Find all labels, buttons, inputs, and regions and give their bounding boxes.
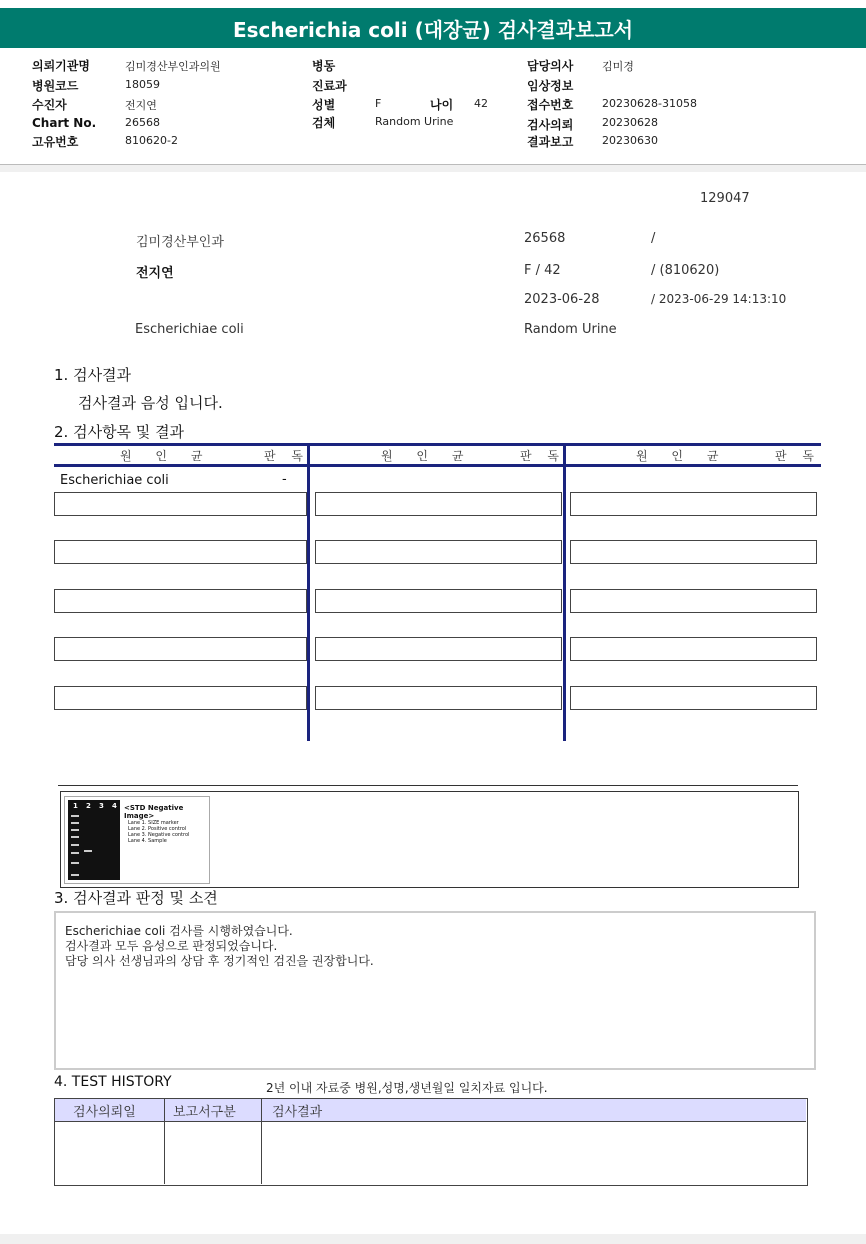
gel-band [71,822,79,824]
sex-value: F [375,97,382,110]
col3-header: 원 인 균 [636,449,729,463]
result-cell [315,540,562,564]
ward-label: 병동 [312,59,336,73]
chart-value: 26568 [125,116,160,129]
gel-band [71,844,79,846]
comment-box [54,911,816,1070]
gel-band [71,815,79,817]
history-col-date: 검사의뢰일 [73,1105,136,1120]
chart-label: Chart No. [32,116,97,130]
table-header-border [54,464,821,467]
gel-lane-4: 4 [112,802,117,810]
patient-value: 전지연 [125,99,157,112]
specimen-value: Random Urine [375,115,454,128]
item-name: Escherichiae coli [60,473,169,488]
print-birth: / (810620) [651,263,720,278]
request-label: 검사의뢰 [527,118,574,132]
history-col-result: 검사결과 [272,1105,323,1120]
receipt-value: 20230628-31058 [602,97,697,110]
gel-band [71,852,79,854]
print-test-name: Escherichiae coli [135,322,244,337]
sex-label: 성별 [312,98,336,112]
section1-title: 1. 검사결과 [54,366,132,384]
section3-title: 3. 검사결과 판정 및 소견 [54,889,218,907]
result-cell [315,589,562,613]
gel-band [71,862,79,864]
age-value: 42 [474,97,488,110]
gel-legend-2: Lane 2. Positive control [128,826,187,832]
col1-header: 원 인 균 [120,449,213,463]
doctor-value: 김미경 [602,60,634,73]
result-cell [54,540,307,564]
column-divider-2 [563,443,566,741]
print-slash: / [651,231,656,246]
result-cell [570,686,817,710]
result-cell [315,637,562,661]
section4-note: 2년 이내 자료중 병원,성명,생년월일 일치자료 입니다. [266,1081,548,1095]
col1-judge: 판 독 [264,449,309,463]
gel-legend-3: Lane 3. Negative control [128,832,190,838]
col2-header: 원 인 균 [381,449,474,463]
gel-title: <STD Negative Image> [124,804,184,820]
table-top-border [54,443,821,446]
header-separator [0,164,866,172]
result-cell [570,540,817,564]
section4-title: 4. TEST HISTORY [54,1074,172,1090]
result-cell [570,637,817,661]
gel-band [71,829,79,831]
result-cell [54,637,307,661]
dept-label: 진료과 [312,79,347,93]
col3-judge: 판 독 [775,449,820,463]
col2-judge: 판 독 [520,449,565,463]
section1-result: 검사결과 음성 입니다. [78,394,223,412]
gel-band [71,874,79,876]
report-title: Escherichia coli (대장균) 검사결과보고서 [0,8,866,48]
report-date-label: 결과보고 [527,135,574,149]
column-divider-1 [307,443,310,741]
specimen-label: 검체 [312,116,336,130]
unique-value: 810620-2 [125,134,178,147]
gel-top-rule [58,785,798,786]
result-cell [54,492,307,516]
gel-legend-4: Lane 4. Sample [128,838,167,844]
history-table-header [55,1099,806,1122]
institution-value: 김미경산부인과의원 [125,60,221,73]
print-specimen: Random Urine [524,322,617,337]
print-institution: 김미경산부인과 [136,235,224,250]
comment-line-1: Escherichiae coli 검사를 시행하였습니다. [65,924,293,938]
result-cell [315,492,562,516]
history-col-type: 보고서구분 [173,1105,236,1120]
result-cell [54,589,307,613]
page-footer [0,1234,866,1244]
history-col-divider [164,1099,165,1184]
result-cell [54,686,307,710]
hospital-code-label: 병원코드 [32,79,79,93]
gel-legend-1: Lane 1. SIZE marker [128,820,179,826]
print-date: 2023-06-28 [524,292,600,307]
history-col-divider [261,1099,262,1184]
print-datetime: / 2023-06-29 14:13:10 [651,292,787,306]
comment-line-3: 담당 의사 선생님과의 상담 후 정기적인 검진을 권장합니다. [65,954,374,968]
gel-band-positive [84,850,92,852]
report-date-value: 20230630 [602,134,658,147]
gel-lane-3: 3 [99,802,104,810]
print-sex-age: F / 42 [524,263,561,278]
section2-title: 2. 검사항목 및 결과 [54,423,185,441]
unique-label: 고유번호 [32,135,79,149]
gel-photo [68,800,120,880]
patient-label: 수진자 [32,98,67,112]
comment-line-2: 검사결과 모두 음성으로 판정되었습니다. [65,939,278,953]
result-cell [570,589,817,613]
gel-lane-2: 2 [86,802,91,810]
gel-lane-1: 1 [73,802,78,810]
print-code: 129047 [700,191,750,206]
institution-label: 의뢰기관명 [32,59,90,73]
result-cell [570,492,817,516]
doctor-label: 담당의사 [527,59,574,73]
clinical-label: 임상정보 [527,79,574,93]
report-header [0,48,866,166]
receipt-label: 접수번호 [527,98,574,112]
item-result: - [282,472,287,487]
result-cell [315,686,562,710]
gel-band [71,836,79,838]
print-chart: 26568 [524,231,566,246]
print-patient: 전지연 [136,266,174,281]
request-value: 20230628 [602,116,658,129]
age-label: 나이 [430,98,454,112]
hospital-code-value: 18059 [125,78,160,91]
